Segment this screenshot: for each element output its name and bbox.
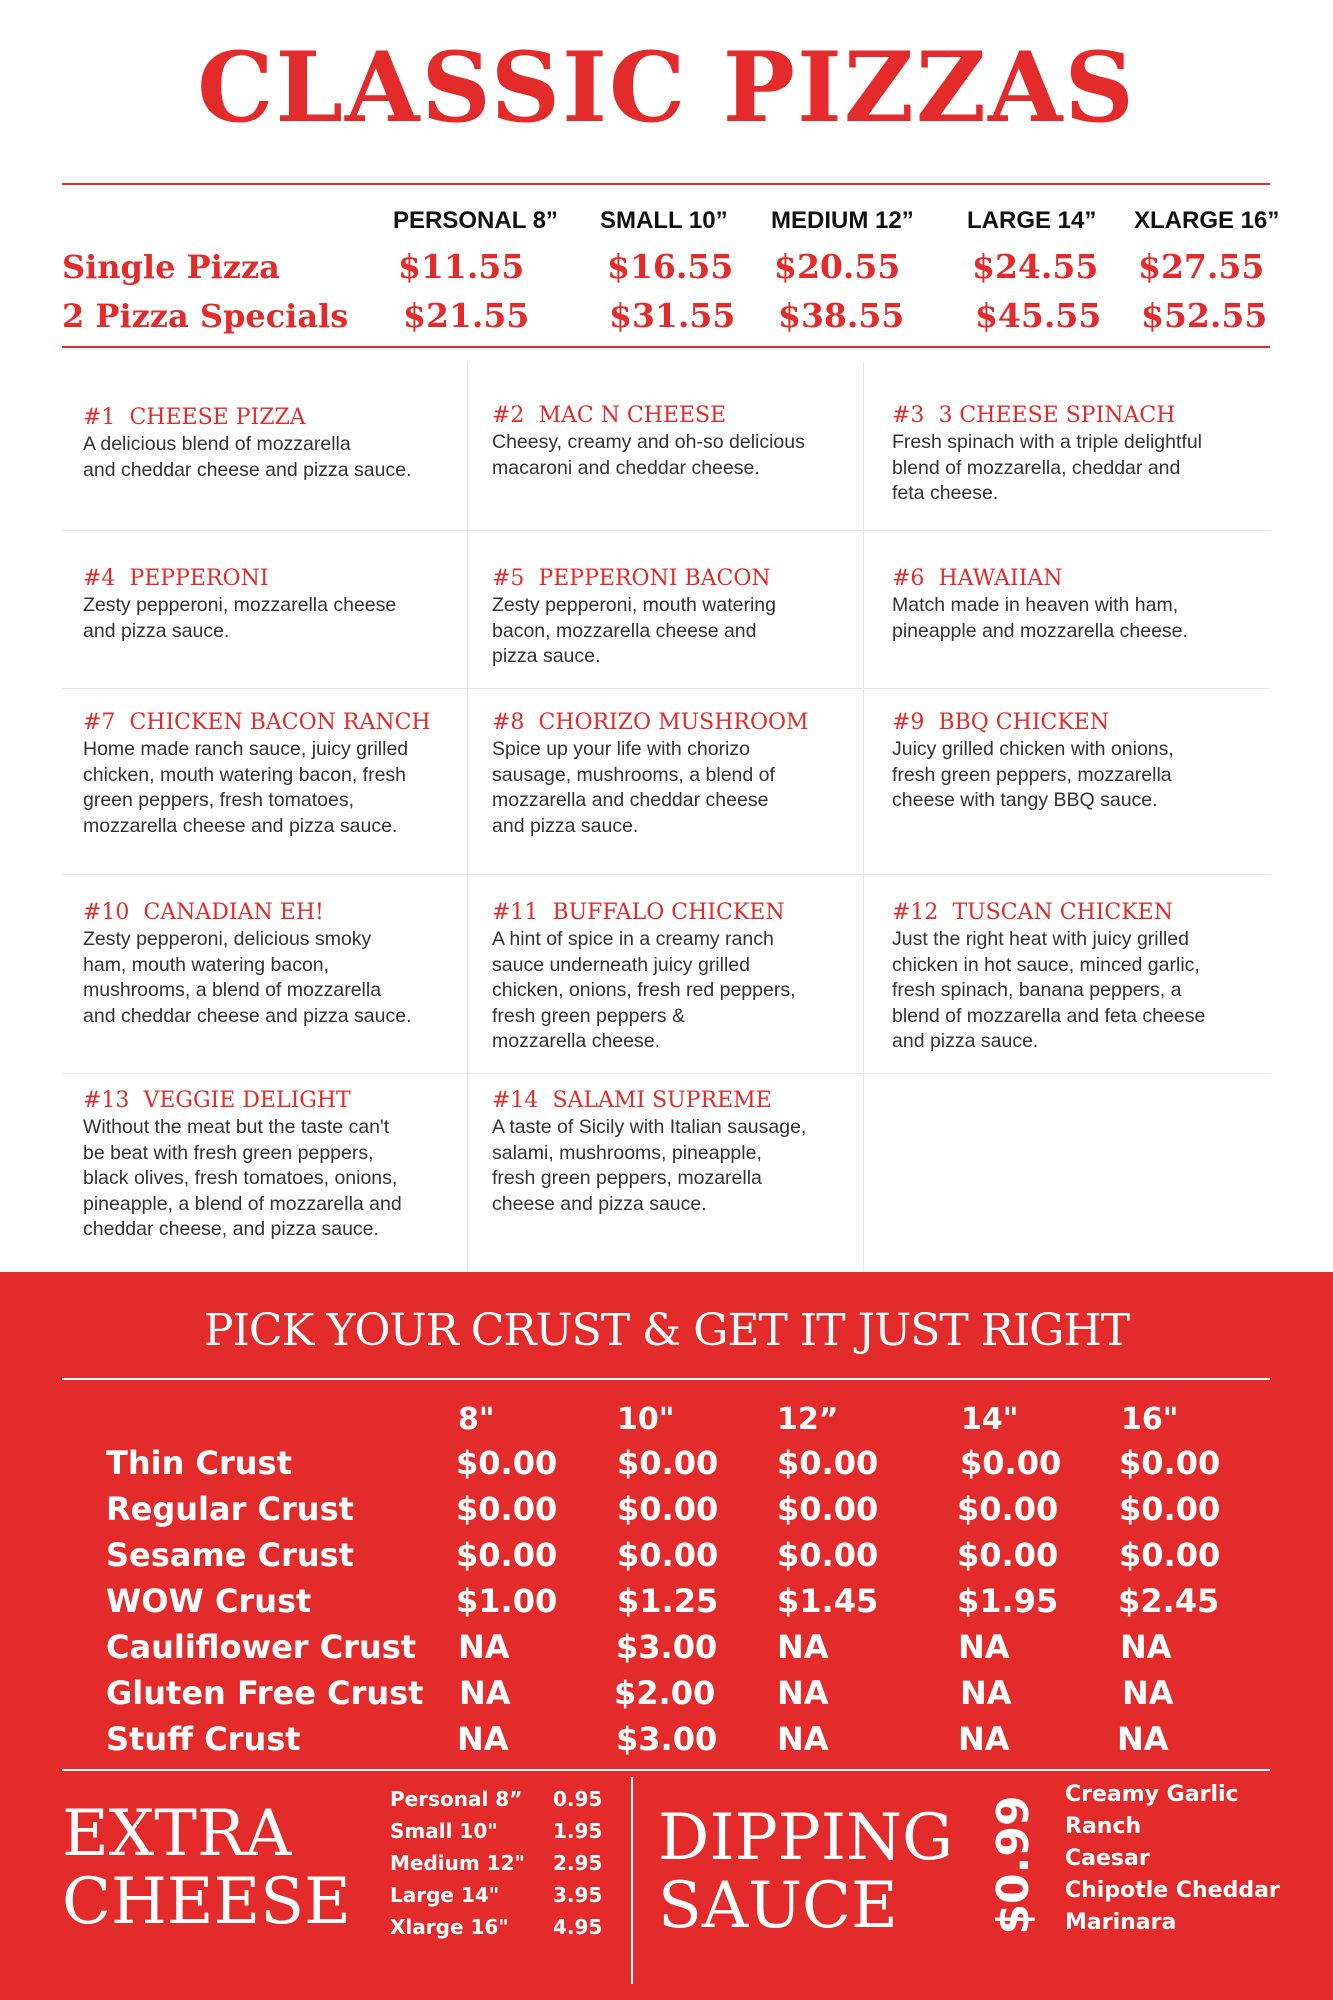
pizza-name: #13 VEGGIE DELIGHT [83, 1088, 351, 1113]
size-header-xlarge: XLARGE 16” [1134, 207, 1280, 234]
crust-price: $1.45 [777, 1582, 879, 1620]
pizza-description: A hint of spice in a creamy ranch sauce underneath juicy grilled chicken, onions, fresh red peppers, fresh green peppers & mozzarella cheese. [492, 928, 796, 1052]
crust-price: $3.00 [616, 1628, 718, 1666]
pizza-name: #2 MAC N CHEESE [492, 403, 727, 428]
crust-price: NA [777, 1674, 829, 1712]
crust-size-8: 8" [458, 1402, 495, 1437]
grid-column-divider [467, 362, 468, 1272]
extras-divider [62, 1769, 1270, 1771]
special-price-xlarge: $52.55 [1141, 296, 1268, 335]
pizza-name: #8 CHORIZO MUSHROOM [492, 710, 809, 735]
sauce-item: Caesar [1065, 1846, 1150, 1871]
crust-price: $0.00 [957, 1536, 1059, 1574]
pizza-description: Cheesy, creamy and oh-so delicious macaroni and cheddar cheese. [492, 431, 805, 479]
two-pizza-special-label: 2 Pizza Specials [62, 297, 349, 335]
extra-cheese-price: 4.95 [553, 1915, 603, 1939]
crust-price: $0.00 [456, 1536, 558, 1574]
size-header-large: LARGE 14” [967, 207, 1097, 234]
extra-cheese-size: Large 14" [390, 1883, 500, 1907]
pizza-item [892, 709, 1272, 814]
pizza-item [83, 899, 463, 1029]
crust-price: NA [777, 1720, 829, 1758]
crust-price: NA [458, 1628, 510, 1666]
crust-price: $0.00 [456, 1490, 558, 1528]
pizza-item [492, 899, 872, 1055]
crust-price: $1.95 [957, 1582, 1059, 1620]
crust-price: $0.00 [456, 1444, 558, 1482]
sauce-item: Creamy Garlic [1065, 1782, 1239, 1807]
pizza-description: A taste of Sicily with Italian sausage, salami, mushrooms, pineapple, fresh green peppers, mozarella cheese and pizza sauce. [492, 1116, 807, 1215]
crust-price: $0.00 [957, 1490, 1059, 1528]
single-price-small: $16.55 [607, 247, 734, 286]
crust-price: $0.00 [1119, 1444, 1221, 1482]
pizza-item [892, 899, 1272, 1055]
crust-price: NA [1122, 1674, 1174, 1712]
pizza-name: #6 HAWAIIAN [892, 566, 1063, 591]
price-table-divider [62, 346, 1270, 348]
crust-name: Thin Crust [106, 1444, 292, 1482]
pizza-name: #9 BBQ CHICKEN [892, 710, 1110, 735]
single-price-xlarge: $27.55 [1138, 247, 1265, 286]
special-price-personal: $21.55 [403, 296, 530, 335]
pizza-description: Home made ranch sauce, juicy grilled chicken, mouth watering bacon, fresh green peppers, fresh tomatoes, mozzarella cheese and pizza sauce. [83, 738, 409, 837]
crust-size-12: 12” [777, 1402, 839, 1437]
crust-price: $1.00 [456, 1582, 558, 1620]
special-price-medium: $38.55 [778, 296, 905, 335]
crust-price: $0.00 [617, 1536, 719, 1574]
crust-price: $0.00 [777, 1536, 879, 1574]
extra-cheese-size: Xlarge 16" [390, 1915, 509, 1939]
pizza-description: Zesty pepperoni, mouth watering bacon, mozzarella cheese and pizza sauce. [492, 594, 776, 667]
title-divider [62, 183, 1270, 185]
pizza-description: Fresh spinach with a triple delightful blend of mozzarella, cheddar and feta cheese. [892, 431, 1202, 504]
crust-name: Regular Crust [106, 1490, 354, 1528]
pizza-item [83, 404, 463, 483]
pizza-description: Spice up your life with chorizo sausage, mushrooms, a blend of mozzarella and cheddar cheese and pizza sauce. [492, 738, 775, 837]
pizza-name: #14 SALAMI SUPREME [492, 1088, 772, 1113]
pizza-item [83, 709, 463, 839]
sauce-item: Marinara [1065, 1910, 1177, 1935]
crust-price: $3.00 [616, 1720, 718, 1758]
extra-cheese-price: 3.95 [553, 1883, 603, 1907]
crust-price: $0.00 [960, 1444, 1062, 1482]
pizza-name: #10 CANADIAN EH! [83, 900, 324, 925]
pizza-description: Zesty pepperoni, delicious smoky ham, mouth watering bacon, mushrooms, a blend of mozzarella and cheddar cheese and pizza sauce. [83, 928, 412, 1027]
crust-price: NA [459, 1674, 511, 1712]
crust-name: WOW Crust [106, 1582, 312, 1620]
pizza-name: #5 PEPPERONI BACON [492, 566, 771, 591]
size-header-medium: MEDIUM 12” [771, 207, 914, 234]
extra-cheese-size: Personal 8” [390, 1787, 523, 1811]
extra-cheese-title: EXTRA CHEESE [62, 1797, 351, 1939]
grid-row-divider [62, 1073, 1270, 1074]
pizza-item [492, 1087, 872, 1217]
sauce-item: Ranch [1065, 1814, 1142, 1839]
pizza-item [892, 402, 1272, 507]
crust-price: $0.00 [777, 1490, 879, 1528]
crust-section-title: PICK YOUR CRUST & GET IT JUST RIGHT [203, 1305, 1130, 1356]
crust-size-10: 10" [617, 1402, 675, 1437]
special-price-small: $31.55 [609, 296, 736, 335]
dipping-sauce-price: $0.99 [988, 1795, 1039, 1935]
pizza-description: Match made in heaven with ham, pineapple and mozzarella cheese. [892, 594, 1188, 642]
crust-price: $2.45 [1118, 1582, 1220, 1620]
pizza-item [492, 565, 872, 670]
crust-name: Stuff Crust [106, 1720, 301, 1758]
pizza-description: Without the meat but the taste can't be beat with fresh green peppers, black olives, fresh tomatoes, onions, pineapple, a blend of mozzarella and cheddar cheese, and pizza sauce. [83, 1116, 402, 1240]
extra-cheese-size: Medium 12" [390, 1851, 525, 1875]
pizza-item [492, 402, 872, 481]
extra-cheese-size: Small 10" [390, 1819, 498, 1843]
pizza-item [83, 565, 463, 644]
extra-cheese-price: 0.95 [553, 1787, 603, 1811]
crust-size-14: 14" [961, 1402, 1019, 1437]
pizza-description: Zesty pepperoni, mozzarella cheese and pizza sauce. [83, 594, 397, 642]
crust-name: Sesame Crust [106, 1536, 354, 1574]
crust-name: Gluten Free Crust [106, 1674, 424, 1712]
single-price-personal: $11.55 [398, 247, 525, 286]
pizza-name: #7 CHICKEN BACON RANCH [83, 710, 431, 735]
pizza-item [892, 565, 1272, 644]
single-price-large: $24.55 [972, 247, 1099, 286]
pizza-name: #4 PEPPERONI [83, 566, 269, 591]
crust-price: $1.25 [617, 1582, 719, 1620]
pizza-item [492, 709, 872, 839]
extra-cheese-price: 1.95 [553, 1819, 603, 1843]
pizza-name: #12 TUSCAN CHICKEN [892, 900, 1173, 925]
crust-price: $0.00 [617, 1490, 719, 1528]
crust-price: $0.00 [1119, 1536, 1221, 1574]
page-title: CLASSIC PIZZAS [197, 31, 1136, 144]
special-price-large: $45.55 [975, 296, 1102, 335]
crust-price: NA [1117, 1720, 1169, 1758]
crust-price: NA [960, 1674, 1012, 1712]
crust-price: NA [958, 1720, 1010, 1758]
crust-price: NA [777, 1628, 829, 1666]
crust-price: $0.00 [777, 1444, 879, 1482]
crust-price: $2.00 [614, 1674, 716, 1712]
pizza-name: #3 3 CHEESE SPINACH [892, 403, 1176, 428]
crust-price: NA [457, 1720, 509, 1758]
crust-price: NA [1120, 1628, 1172, 1666]
pizza-description: A delicious blend of mozzarella and cheddar cheese and pizza sauce. [83, 433, 412, 481]
pizza-description: Just the right heat with juicy grilled chicken in hot sauce, minced garlic, fresh spinach, banana peppers, a blend of mozzarella and feta cheese and pizza sauce. [892, 928, 1206, 1052]
extra-cheese-price: 2.95 [553, 1851, 603, 1875]
pizza-item [83, 1087, 463, 1243]
single-price-medium: $20.55 [774, 247, 901, 286]
grid-row-divider [62, 530, 1270, 531]
crust-size-16: 16" [1121, 1402, 1179, 1437]
crust-name: Cauliflower Crust [106, 1628, 417, 1666]
crust-price: $0.00 [617, 1444, 719, 1482]
size-header-small: SMALL 10” [600, 207, 728, 234]
grid-row-divider [62, 688, 1270, 689]
pizza-name: #11 BUFFALO CHICKEN [492, 900, 785, 925]
dipping-sauce-title: DIPPING SAUCE [658, 1801, 954, 1943]
size-header-personal: PERSONAL 8” [393, 207, 558, 234]
crust-price: NA [958, 1628, 1010, 1666]
pizza-name: #1 CHEESE PIZZA [83, 405, 306, 430]
crust-price: $0.00 [1119, 1490, 1221, 1528]
grid-row-divider [62, 874, 1270, 875]
sauce-item: Chipotle Cheddar [1065, 1878, 1280, 1903]
pizza-description: Juicy grilled chicken with onions, fresh green peppers, mozzarella cheese with tangy BBQ sauce. [892, 738, 1174, 811]
single-pizza-label: Single Pizza [62, 248, 280, 286]
crust-title-divider [62, 1378, 1270, 1380]
extras-vertical-divider [631, 1777, 633, 1984]
